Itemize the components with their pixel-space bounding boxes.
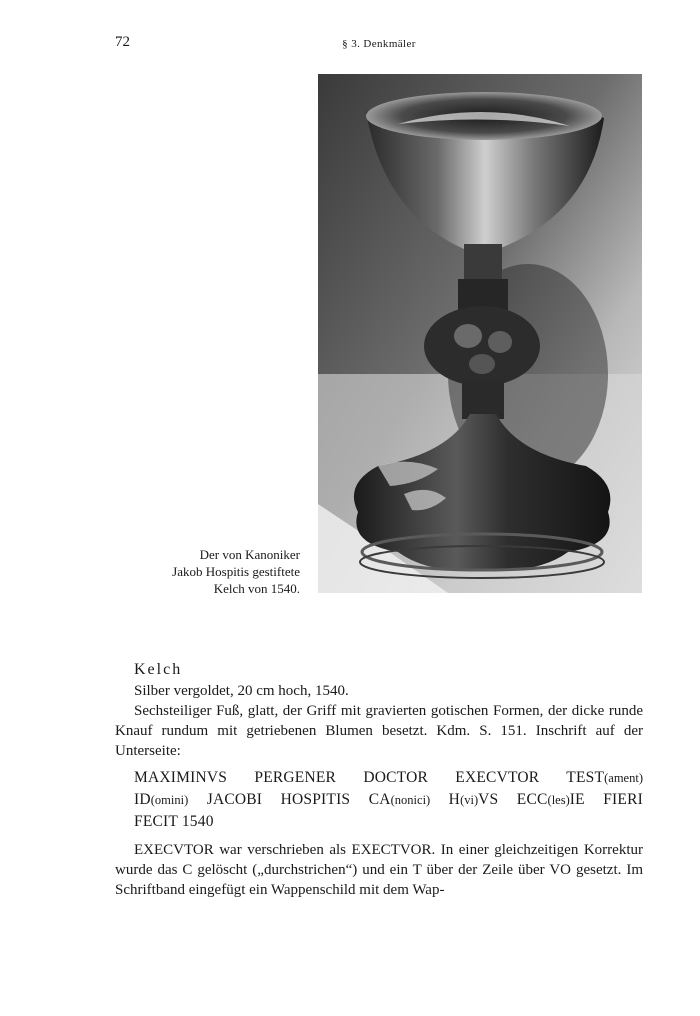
figure-caption <box>120 546 300 597</box>
body-text <box>115 659 643 900</box>
inscription-text: IE FIERI <box>569 791 643 808</box>
inscription-line <box>134 789 643 811</box>
running-head: § 3. Denkmäler <box>342 38 416 50</box>
chalice-photo <box>318 74 642 593</box>
inscription-abbreviation: (les) <box>547 793 570 807</box>
inscription-text: JACOBI HOSPITIS CA <box>188 791 391 808</box>
inscription-abbreviation: (omini) <box>150 793 189 807</box>
inscription-block <box>134 767 643 832</box>
caption-line: Kelch von 1540. <box>213 581 300 596</box>
inscription-line: FECIT 1540 <box>134 813 214 830</box>
inscription-text: VS ECC <box>478 791 548 808</box>
commentary-paragraph: EXECVTOR war verschrieben als EXECTVOR. In einer gleichzeitigen Korrektur wurde das C gelöscht („durchstrichen“) und ein T über der Zeile über VO gesetzt. Im Schriftband eingefügt ein Wappenschild mit dem Wap- <box>115 842 643 898</box>
inscription-text: ID <box>134 791 151 808</box>
caption-line: Der von Kanoniker <box>199 547 300 562</box>
inscription-abbreviation: (ament) <box>604 771 643 785</box>
inscription-text: MAXIMINVS PERGENER DOCTOR EXECVTOR TEST <box>134 769 605 786</box>
caption-line: Jakob Hospitis gestiftete <box>172 564 300 579</box>
inscription-abbreviation: (nonici) <box>390 793 431 807</box>
page-number: 72 <box>115 34 130 50</box>
description-paragraph: Sechsteiliger Fuß, glatt, der Griff mit gravierten gotischen Formen, der dicke runde Knauf rundum mit getriebenen Blumen besetzt. Kdm. S. 151. Inschrift auf der Unterseite: <box>115 703 643 759</box>
material-line: Silber vergoldet, 20 cm hoch, 1540. <box>134 683 349 699</box>
inscription-abbreviation: (vi) <box>460 793 479 807</box>
inscription-line <box>134 767 643 789</box>
inscription-text: H <box>430 791 461 808</box>
section-heading: Kelch <box>134 661 183 678</box>
